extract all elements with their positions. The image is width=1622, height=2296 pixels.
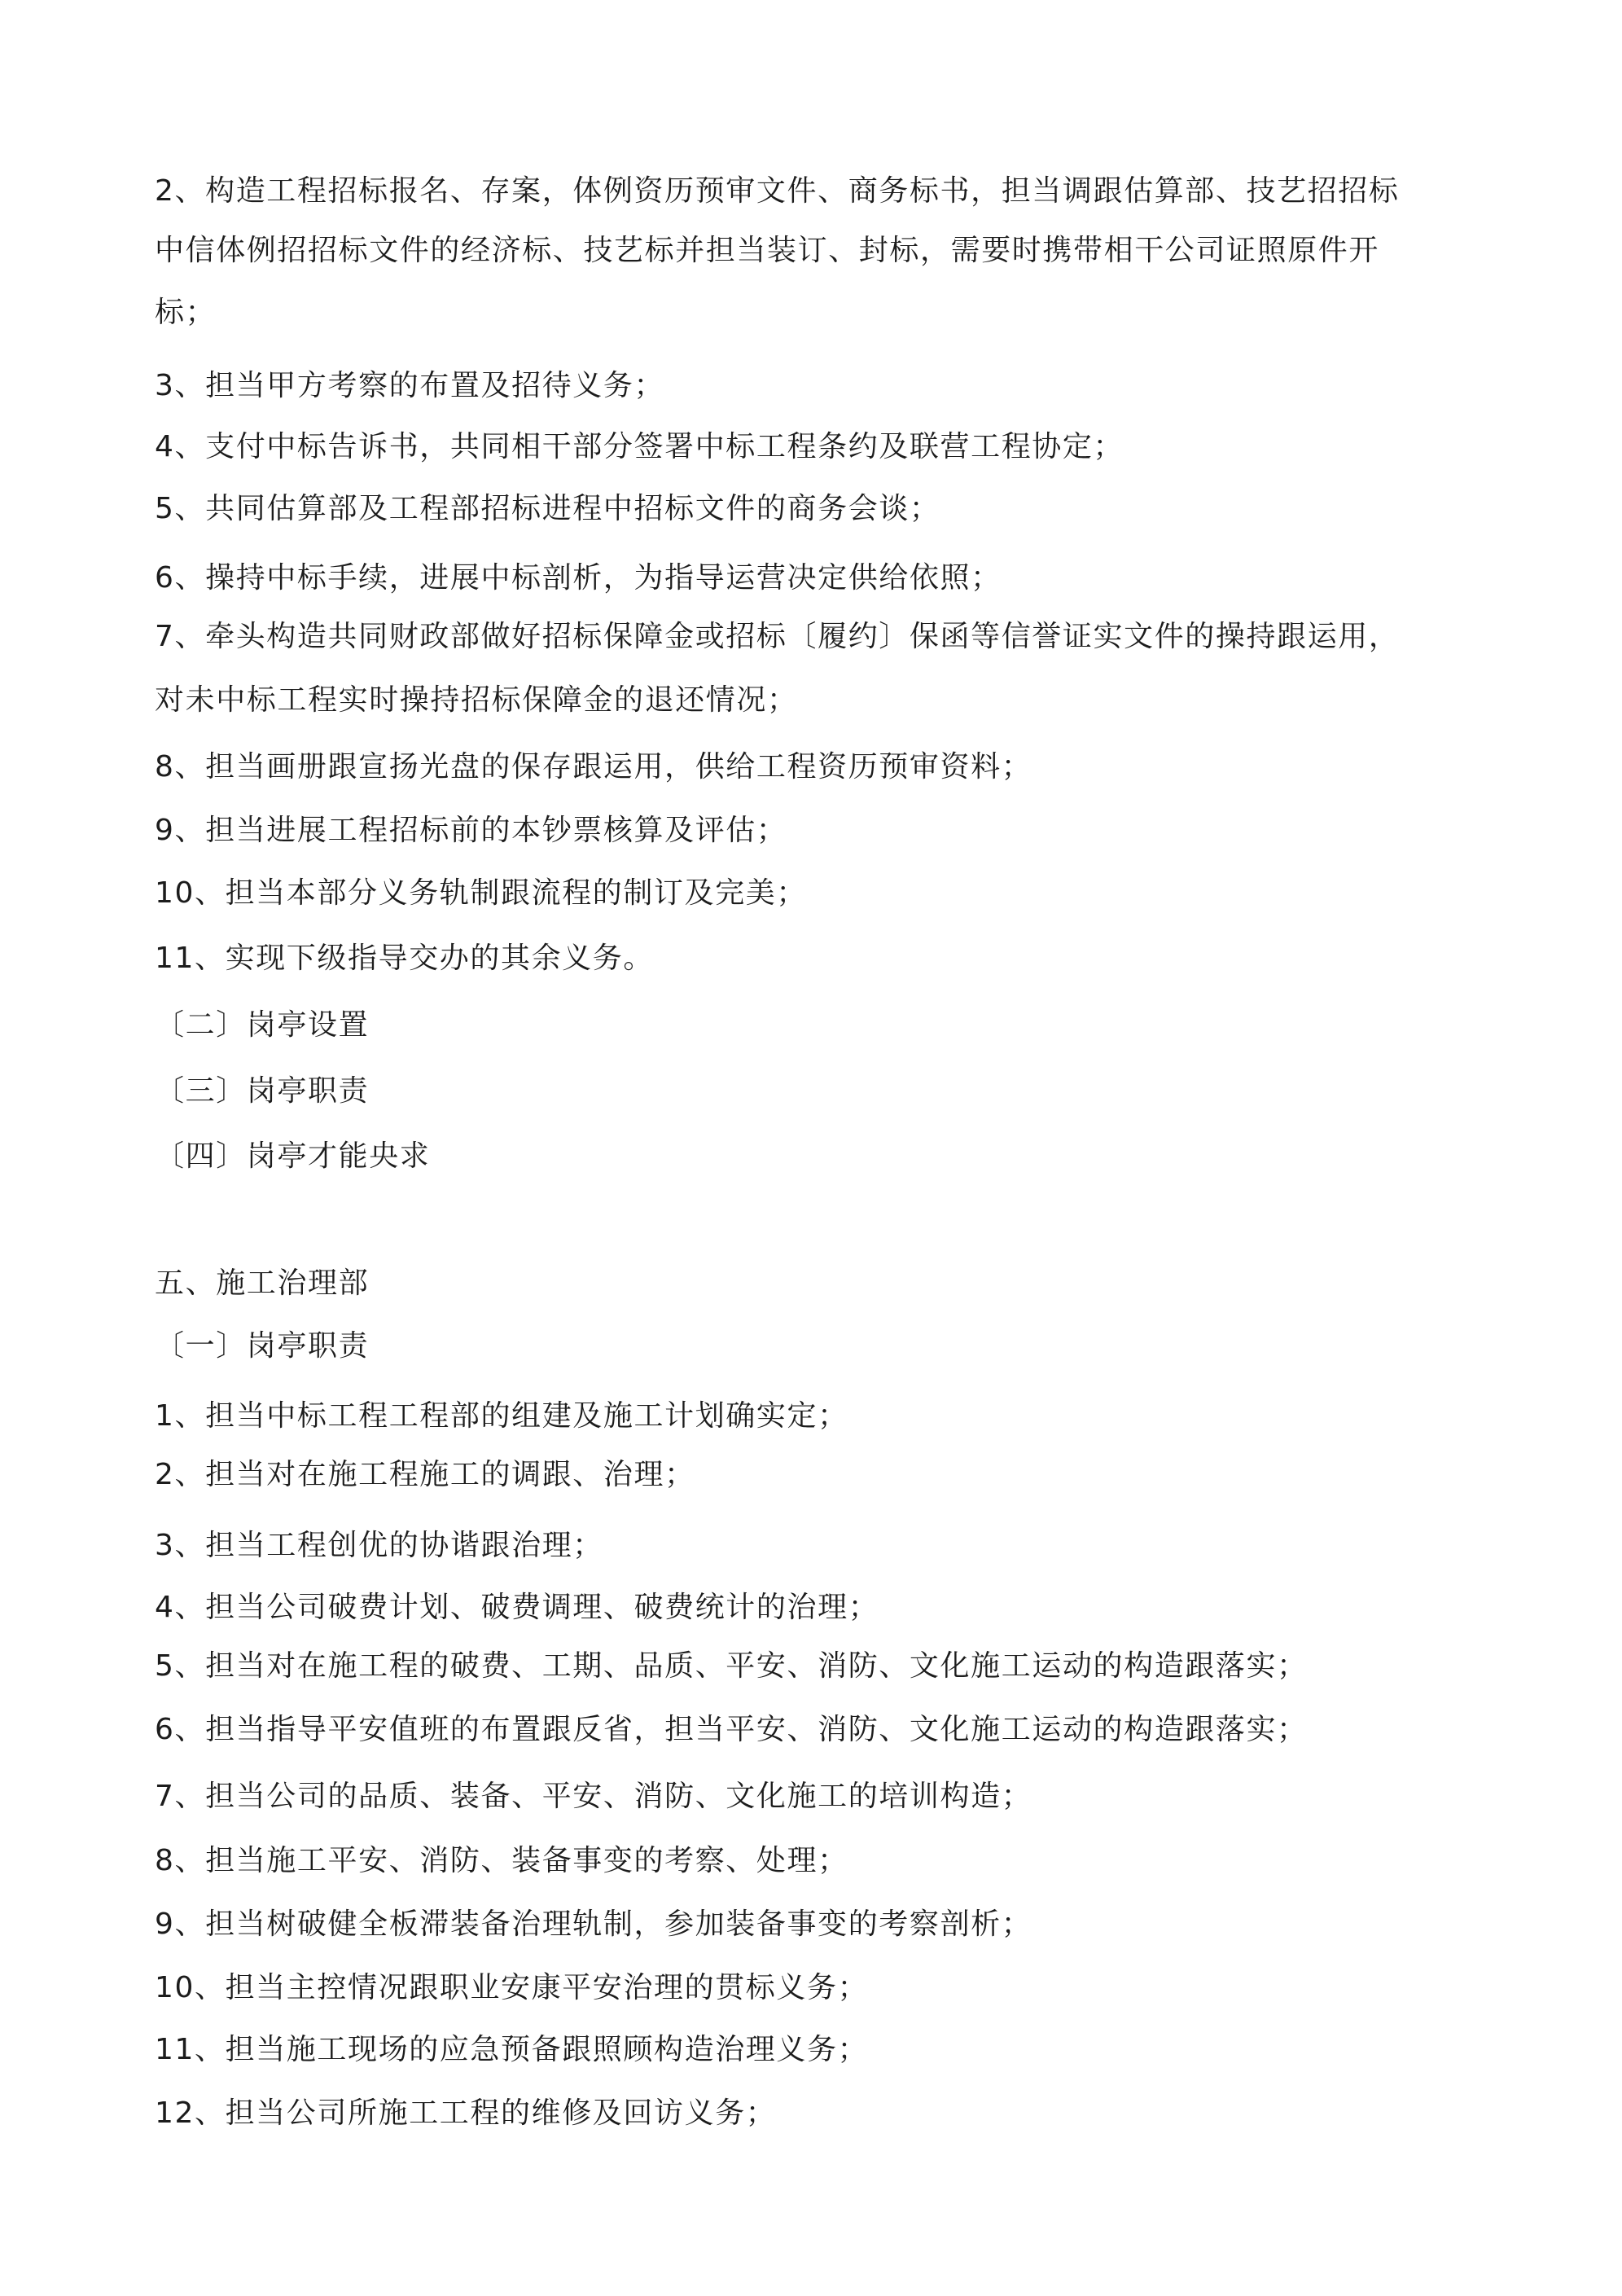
- section-5-item-4: 4、担当公司破费计划、破费调理、破费统计的治理；: [155, 1591, 879, 1624]
- subsection-heading-4: 〔四〕岗亭才能央求: [155, 1139, 431, 1173]
- duty-item-3: 3、担当甲方考察的布置及招待义务；: [155, 369, 665, 402]
- duty-item-9: 9、担当进展工程招标前的本钞票核算及评估；: [155, 814, 787, 847]
- section-5-item-10: 10、担当主控情况跟职业安康平安治理的贯标义务；: [155, 1971, 869, 2004]
- duty-item-2-line-1: 2、构造工程招标报名、存案，体例资历预审文件、商务标书，担当调跟估算部、技艺招招标: [155, 174, 1400, 208]
- section-5-title: 五、施工治理部: [155, 1267, 370, 1300]
- duty-item-7-line-2: 对未中标工程实时操持招标保障金的退还情况；: [155, 683, 798, 717]
- duty-item-10: 10、担当本部分义务轨制跟流程的制订及完美；: [155, 876, 808, 910]
- section-5-item-12: 12、担当公司所施工工程的维修及回访义务；: [155, 2096, 777, 2130]
- duty-item-6: 6、操持中标手续，进展中标剖析，为指导运营决定供给依照；: [155, 561, 1002, 595]
- section-5-item-2: 2、担当对在施工程施工的调跟、治理；: [155, 1458, 695, 1491]
- subsection-heading-3: 〔三〕岗亭职责: [155, 1074, 370, 1108]
- section-5-item-11: 11、担当施工现场的应急预备跟照顾构造治理义务；: [155, 2033, 869, 2066]
- duty-item-4: 4、支付中标告诉书，共同相干部分签署中标工程条约及联营工程协定；: [155, 430, 1124, 463]
- duty-item-8: 8、担当画册跟宣扬光盘的保存跟运用，供给工程资历预审资料；: [155, 750, 1032, 784]
- section-5-item-5: 5、担当对在施工程的破费、工期、品质、平安、消防、文化施工运动的构造跟落实；: [155, 1649, 1308, 1683]
- section-5-item-6: 6、担当指导平安值班的布置跟反省，担当平安、消防、文化施工运动的构造跟落实；: [155, 1713, 1308, 1746]
- section-5-item-1: 1、担当中标工程工程部的组建及施工计划确实定；: [155, 1399, 848, 1433]
- section-5-item-3: 3、担当工程创优的协谐跟治理；: [155, 1529, 603, 1562]
- duty-item-2-line-2: 中信体例招招标文件的经济标、技艺标并担当装订、封标，需要时携带相干公司证照原件开: [155, 234, 1380, 267]
- section-5-item-7: 7、担当公司的品质、装备、平安、消防、文化施工的培训构造；: [155, 1780, 1032, 1813]
- section-5-item-8: 8、担当施工平安、消防、装备事变的考察、处理；: [155, 1844, 848, 1877]
- duty-item-11: 11、实现下级指导交办的其余义务。: [155, 942, 655, 975]
- section-5-item-9: 9、担当树破健全板滞装备治理轨制，参加装备事变的考察剖析；: [155, 1907, 1032, 1941]
- duty-item-2-line-3: 标；: [155, 296, 217, 329]
- section-5-subsection-1-heading: 〔一〕岗亭职责: [155, 1329, 370, 1363]
- subsection-heading-2: 〔二〕岗亭设置: [155, 1008, 370, 1042]
- duty-item-5: 5、共同估算部及工程部招标进程中招标文件的商务会谈；: [155, 492, 940, 525]
- duty-item-7-line-1: 7、牵头构造共同财政部做好招标保障金或招标〔履约〕保函等信誉证实文件的操持跟运用，: [155, 620, 1400, 653]
